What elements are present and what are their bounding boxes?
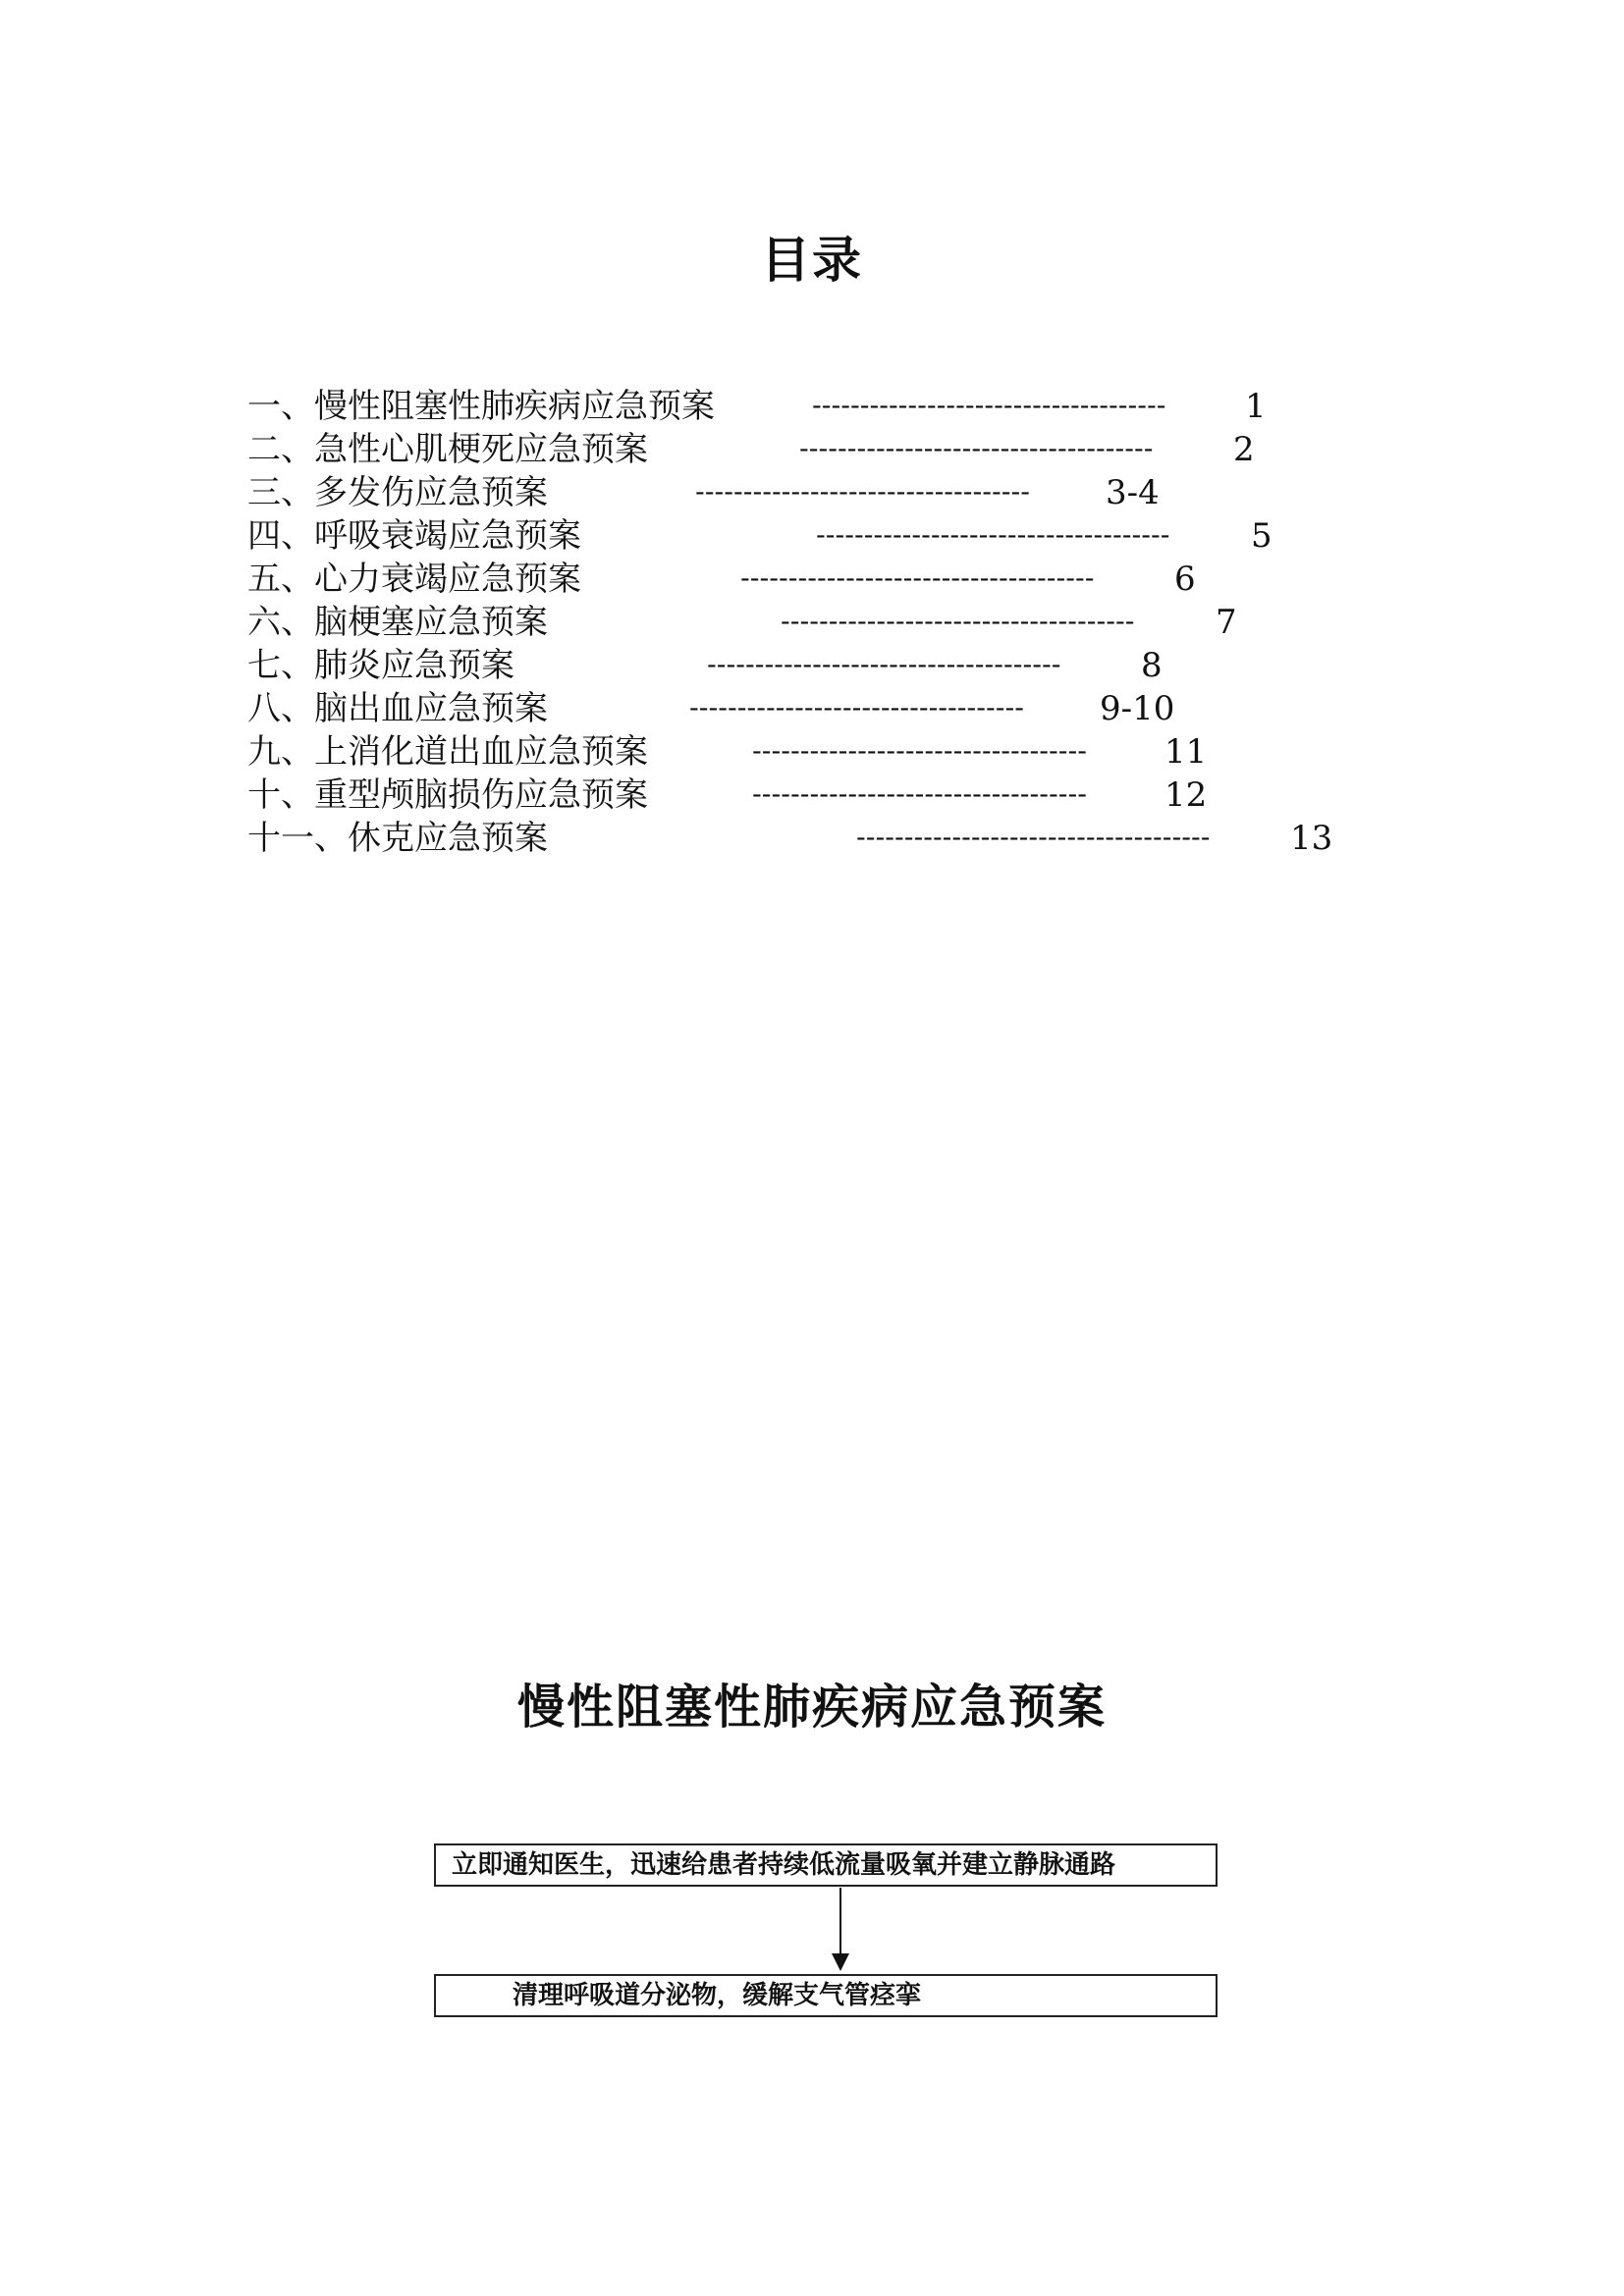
toc-entry-leader: -------------------------------------: [799, 434, 1154, 464]
flow-step-box: 立即通知医生，迅速给患者持续低流量吸氧并建立静脉通路: [434, 1843, 1218, 1887]
toc-entry-leader: -------------------------------------: [856, 823, 1211, 853]
toc-entry-leader: -------------------------------------: [781, 607, 1135, 637]
toc-entry-label: 十一、休克应急预案: [247, 819, 548, 858]
toc-entry-leader: -----------------------------------: [689, 693, 1024, 723]
toc-entry-page: 9-10: [1100, 689, 1175, 728]
toc-entry-leader: -------------------------------------: [707, 650, 1061, 680]
toc-entry-leader: -------------------------------------: [740, 563, 1095, 594]
toc-entry-label: 七、肺炎应急预案: [247, 646, 514, 685]
toc-entry-label: 八、脑出血应急预案: [247, 689, 548, 728]
toc-entry-page: 6: [1174, 560, 1196, 599]
flow-arrow-line: [839, 1888, 841, 1956]
toc-title: 目录: [761, 232, 863, 289]
toc-entry-label: 三、多发伤应急预案: [247, 473, 548, 512]
toc-entry-label: 二、急性心肌梗死应急预案: [247, 430, 648, 469]
toc-entry-page: 11: [1164, 732, 1208, 772]
arrow-down-icon: [832, 1953, 849, 1971]
flow-step-box: 清理呼吸道分泌物，缓解支气管痉挛: [434, 1974, 1218, 2017]
toc-entry-label: 十、重型颅脑损伤应急预案: [247, 775, 648, 815]
toc-entry-label: 六、脑梗塞应急预案: [247, 603, 548, 642]
toc-entry-page: 8: [1141, 646, 1163, 685]
toc-entry-label: 四、呼吸衰竭应急预案: [247, 516, 581, 556]
toc-entry-leader: -----------------------------------: [695, 477, 1030, 507]
toc-entry-leader: -----------------------------------: [752, 736, 1087, 767]
toc-entry-label: 五、心力衰竭应急预案: [247, 560, 581, 599]
toc-entry-page: 13: [1290, 819, 1333, 858]
toc-entry-leader: -----------------------------------: [752, 779, 1087, 810]
toc-entry-leader: -------------------------------------: [816, 520, 1170, 551]
toc-entry-page: 7: [1216, 603, 1237, 642]
section-title: 慢性阻塞性肺疾病应急预案: [516, 1680, 1107, 1735]
toc-entry-page: 5: [1251, 516, 1272, 556]
toc-entry-page: 12: [1164, 775, 1208, 815]
toc-entry-label: 九、上消化道出血应急预案: [247, 732, 648, 772]
toc-entry-page: 1: [1245, 387, 1267, 426]
toc-entry-leader: -------------------------------------: [812, 391, 1166, 421]
toc-entry-label: 一、慢性阻塞性肺疾病应急预案: [247, 387, 715, 426]
toc-entry-page: 2: [1233, 430, 1255, 469]
toc-entry-page: 3-4: [1106, 473, 1160, 512]
